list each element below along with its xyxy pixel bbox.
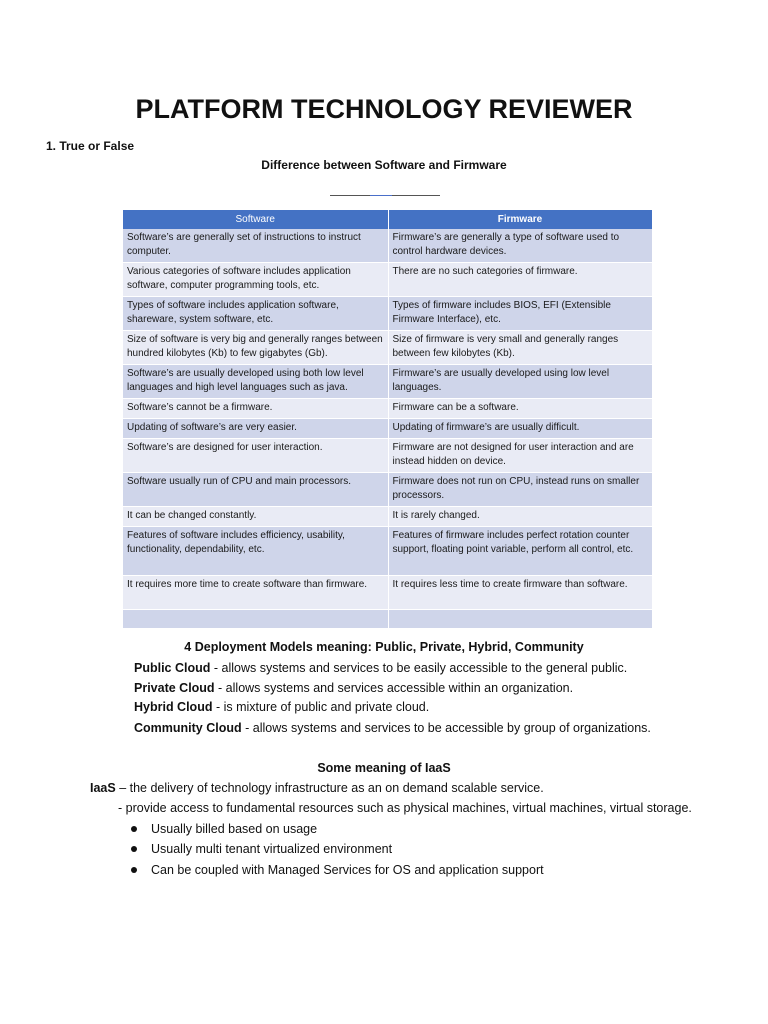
comparison-table [123, 210, 653, 629]
table-body [123, 229, 652, 629]
table-row [123, 229, 652, 263]
table-title: Difference between Software and Firmware [261, 158, 507, 172]
iaas-bullet-text: Can be coupled with Managed Services for OS and application support [151, 863, 544, 877]
bullet-icon [131, 826, 137, 832]
iaas-heading: Some meaning of IaaS [317, 761, 451, 775]
table-row [123, 576, 652, 610]
table-row [123, 365, 652, 399]
firmware-cell: Updating of firmware’s are usually difficult. [388, 419, 652, 439]
iaas-bullet [131, 842, 392, 856]
firmware-cell: Firmware are not designed for user interaction and are instead hidden on device. [388, 439, 652, 473]
iaas-bullet-text: Usually billed based on usage [151, 822, 318, 836]
iaas-term: IaaS [90, 781, 116, 795]
software-cell-empty [123, 610, 388, 629]
software-cell: Updating of software’s are very easier. [123, 419, 388, 439]
deployment-item-private [134, 681, 573, 695]
table-row [123, 263, 652, 297]
software-cell: Types of software includes application software, shareware, system software, etc. [123, 297, 388, 331]
software-cell: Software’s are designed for user interaction. [123, 439, 388, 473]
software-cell: Features of software includes efficiency, usability, functionality, dependability, etc. [123, 527, 388, 576]
iaas-subpoint: - provide access to fundamental resources such as physical machines, virtual machines, virtual storage. [118, 801, 692, 815]
firmware-cell: Size of firmware is very small and generally ranges between few kilobytes (Kb). [388, 331, 652, 365]
deployment-term: Hybrid Cloud [134, 700, 213, 714]
table-header-row [123, 210, 652, 229]
deployment-desc: - allows systems and services to be accessible by group of organizations. [241, 721, 651, 735]
bullet-icon [131, 846, 137, 852]
header-firmware: Firmware [388, 210, 652, 229]
firmware-cell: Features of firmware includes perfect rotation counter support, floating point variable, perform all control, etc. [388, 527, 652, 576]
bullet-icon [131, 867, 137, 873]
deployment-item-public [134, 661, 627, 675]
deployment-item-community [134, 721, 651, 735]
decorative-divider [330, 195, 440, 196]
firmware-cell: Types of firmware includes BIOS, EFI (Extensible Firmware Interface), etc. [388, 297, 652, 331]
deployment-heading: 4 Deployment Models meaning: Public, Private, Hybrid, Community [184, 640, 584, 654]
deployment-term: Private Cloud [134, 681, 215, 695]
table-row [123, 507, 652, 527]
iaas-bullet [131, 822, 317, 836]
page-title: PLATFORM TECHNOLOGY REVIEWER [135, 94, 633, 124]
software-cell: It can be changed constantly. [123, 507, 388, 527]
software-cell: It requires more time to create software than firmware. [123, 576, 388, 610]
deployment-desc: - allows systems and services accessible within an organization. [214, 681, 574, 695]
firmware-cell: Firmware can be a software. [388, 399, 652, 419]
deployment-item-hybrid [134, 700, 429, 714]
table-row [123, 473, 652, 507]
deployment-term: Public Cloud [134, 661, 211, 675]
software-cell: Software’s are usually developed using both low level languages and high level languages such as java. [123, 365, 388, 399]
firmware-cell: There are no such categories of firmware. [388, 263, 652, 297]
comparison-table-container [123, 210, 652, 629]
software-cell: Various categories of software includes application software, computer programming tools, etc. [123, 263, 388, 297]
firmware-cell-empty [388, 610, 652, 629]
software-cell: Size of software is very big and generally ranges between hundred kilobytes (Kb) to few gigabytes (Gb). [123, 331, 388, 365]
iaas-bullet [131, 863, 544, 877]
deployment-desc: - is mixture of public and private cloud. [212, 700, 430, 714]
software-cell: Software’s are generally set of instructions to instruct computer. [123, 229, 388, 263]
table-row [123, 399, 652, 419]
table-row [123, 527, 652, 576]
iaas-definition [90, 781, 544, 795]
firmware-cell: Firmware’s are usually developed using low level languages. [388, 365, 652, 399]
table-row [123, 297, 652, 331]
software-cell: Software usually run of CPU and main processors. [123, 473, 388, 507]
iaas-bullet-text: Usually multi tenant virtualized environment [151, 842, 393, 856]
deployment-desc: - allows systems and services to be easily accessible to the general public. [210, 661, 628, 675]
firmware-cell: Firmware’s are generally a type of software used to control hardware devices. [388, 229, 652, 263]
section-number: 1. True or False [46, 139, 135, 153]
header-software: Software [123, 210, 388, 229]
table-row-empty [123, 610, 652, 629]
firmware-cell: Firmware does not run on CPU, instead runs on smaller processors. [388, 473, 652, 507]
firmware-cell: It is rarely changed. [388, 507, 652, 527]
firmware-cell: It requires less time to create firmware than software. [388, 576, 652, 610]
deployment-term: Community Cloud [134, 721, 242, 735]
software-cell: Software’s cannot be a firmware. [123, 399, 388, 419]
table-row [123, 439, 652, 473]
iaas-definition-text: – the delivery of technology infrastructure as an on demand scalable service. [115, 781, 544, 795]
table-row [123, 419, 652, 439]
table-row [123, 331, 652, 365]
